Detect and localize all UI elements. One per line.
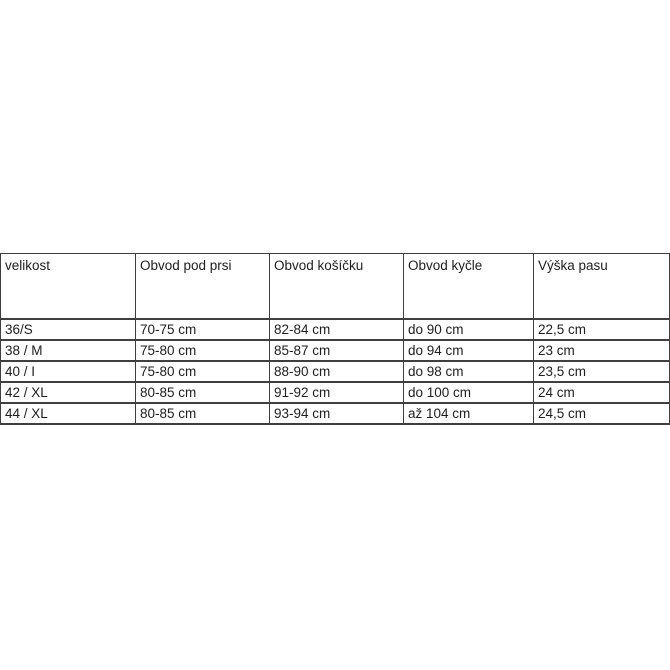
table-cell: do 100 cm — [404, 382, 534, 403]
table-cell-size: 36/S — [1, 319, 136, 340]
table-cell: 23 cm — [534, 340, 670, 361]
table-cell: 23,5 cm — [534, 361, 670, 382]
column-header-obvod-kycle: Obvod kyčle — [404, 254, 534, 320]
table-cell: do 90 cm — [404, 319, 534, 340]
column-header-obvod-kosicku: Obvod košíčku — [270, 254, 404, 320]
table-row — [1, 361, 670, 382]
table-row — [1, 340, 670, 361]
table-cell: 82-84 cm — [270, 319, 404, 340]
table-cell-size: 42 / XL — [1, 382, 136, 403]
table-cell: 75-80 cm — [136, 340, 270, 361]
table-cell: 80-85 cm — [136, 403, 270, 424]
table-cell: 88-90 cm — [270, 361, 404, 382]
table-cell: 24,5 cm — [534, 403, 670, 424]
table-cell: 80-85 cm — [136, 382, 270, 403]
table-cell: do 94 cm — [404, 340, 534, 361]
column-header-obvod-pod-prsi: Obvod pod prsi — [136, 254, 270, 320]
table-cell-size: 44 / XL — [1, 403, 136, 424]
table-row — [1, 403, 670, 424]
table-cell: do 98 cm — [404, 361, 534, 382]
table-row — [1, 382, 670, 403]
table-cell-size: 40 / I — [1, 361, 136, 382]
table-cell: 85-87 cm — [270, 340, 404, 361]
table-cell: 22,5 cm — [534, 319, 670, 340]
table-cell-size: 38 / M — [1, 340, 136, 361]
table-cell: 93-94 cm — [270, 403, 404, 424]
table-cell: až 104 cm — [404, 403, 534, 424]
table-cell: 75-80 cm — [136, 361, 270, 382]
column-header-velikost: velikost — [1, 254, 136, 320]
size-chart-table — [0, 253, 670, 425]
table-row — [1, 319, 670, 340]
column-header-vyska-pasu: Výška pasu — [534, 254, 670, 320]
header-row — [1, 254, 670, 320]
table-cell: 24 cm — [534, 382, 670, 403]
table-cell: 91-92 cm — [270, 382, 404, 403]
table-cell: 70-75 cm — [136, 319, 270, 340]
size-chart-container — [0, 253, 670, 425]
